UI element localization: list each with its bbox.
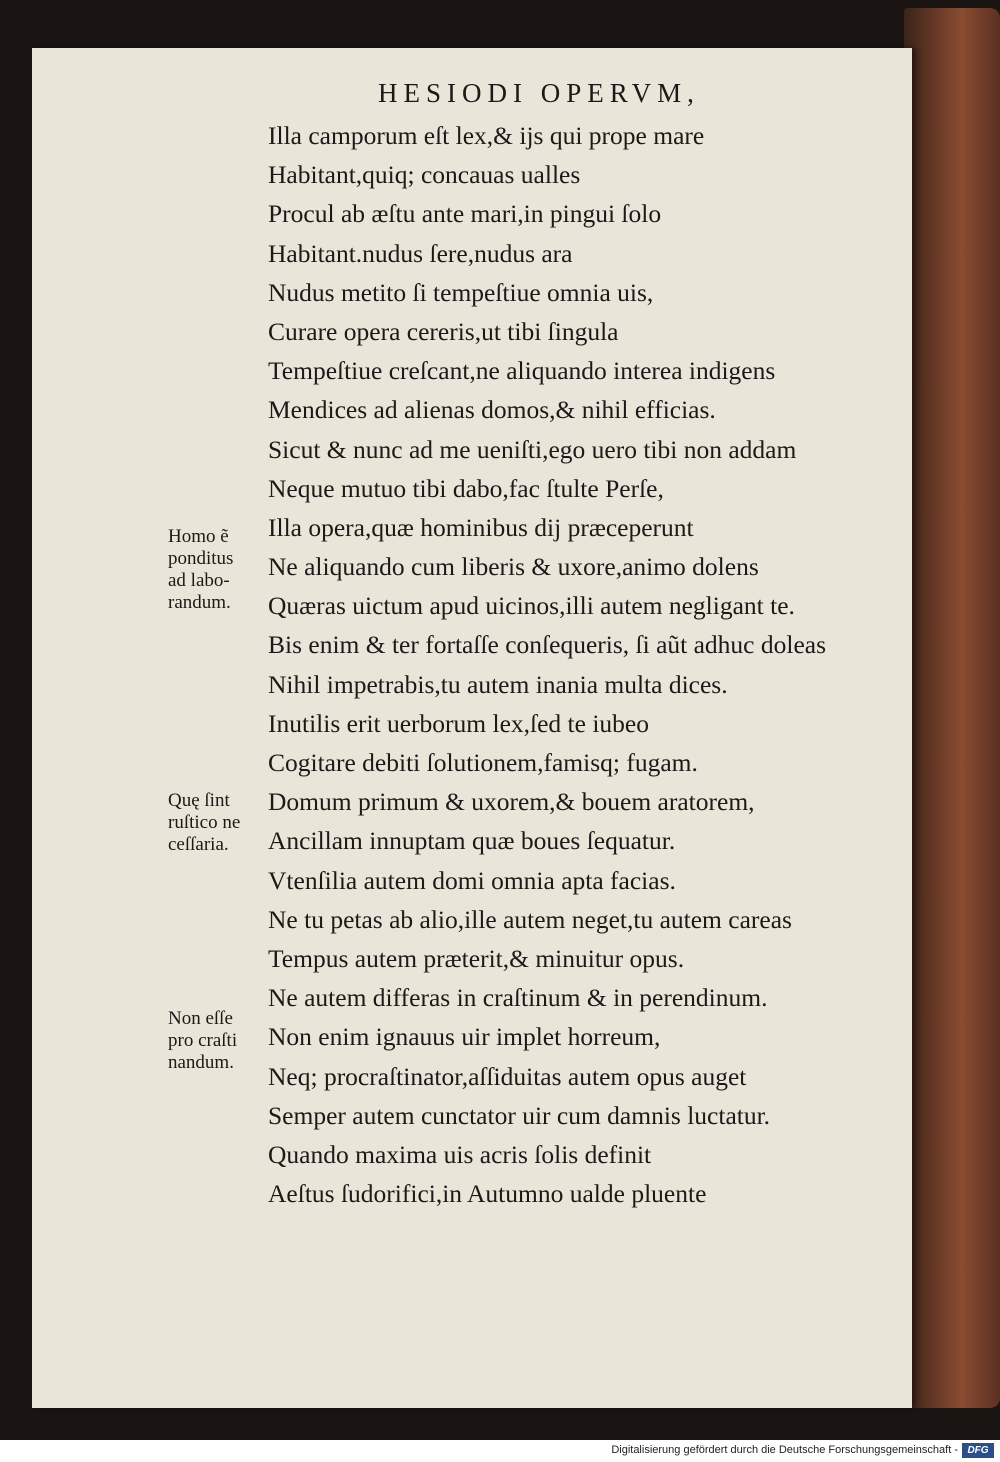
book-cover-edge	[904, 8, 1000, 1408]
book-page	[32, 48, 912, 1408]
verse-lines	[268, 116, 898, 1213]
text-line: Aeſtus ſudorifici,in Autumno ualde pluente	[268, 1179, 707, 1209]
funding-credit: Digitalisierung gefördert durch die Deutsche Forschungsgemeinschaft -	[611, 1444, 958, 1456]
text-line: Ne aliquando cum liberis & uxore,animo dolens	[268, 552, 759, 582]
text-line: Quando maxima uis acris ſolis definit	[268, 1139, 652, 1169]
running-title: HESIODI OPERVM,	[378, 78, 700, 108]
text-line: Habitant.nudus ſere,nudus ara	[268, 238, 573, 268]
marginal-note-labor	[168, 526, 264, 614]
marginal-note-line: Homo ẽ	[168, 526, 229, 547]
marginal-note-line: nandum.	[168, 1052, 234, 1073]
text-line: Neq; procraſtinator,aſſiduitas autem opus auget	[268, 1061, 747, 1091]
marginal-note-procrastination	[168, 1008, 264, 1074]
text-line: Sicut & nunc ad me ueniſti,ego uero tibi non addam	[268, 434, 797, 464]
marginal-note-line: ruſtico ne	[168, 812, 241, 833]
marginal-note-line: ceſſaria.	[168, 834, 229, 855]
text-line: Nudus metito ſi tempeſtiue omnia uis,	[268, 277, 654, 307]
marginal-note-line: randum.	[168, 592, 231, 613]
text-line: Tempus autem præterit,& minuitur opus.	[268, 943, 685, 973]
marginal-note-line: Non eſſe	[168, 1008, 233, 1029]
text-line: Inutilis erit uerborum lex,ſed te iubeo	[268, 708, 649, 738]
text-line: Habitant,quiq; concauas ualles	[268, 160, 581, 190]
text-line: Ne autem differas in craſtinum & in perendinum.	[268, 983, 768, 1013]
marginal-note-line: ad labo-	[168, 570, 230, 591]
text-line: Illa opera,quæ hominibus dij præceperunt	[268, 512, 694, 542]
text-line: Tempeſtiue creſcant,ne aliquando interea indigens	[268, 356, 776, 386]
text-line: Ne tu petas ab alio,ille autem neget,tu autem careas	[268, 904, 792, 934]
text-line: Mendices ad alienas domos,& nihil efficias.	[268, 395, 716, 425]
marginal-note-line: pro craſti	[168, 1030, 238, 1051]
text-line: Cogitare debiti ſolutionem,famisq; fugam.	[268, 748, 698, 777]
text-line: Non enim ignauus uir implet horreum,	[268, 1022, 661, 1052]
marginal-note-line: ponditus	[168, 548, 234, 569]
marginal-note-necessities	[168, 790, 264, 856]
text-line: Bis enim & ter fortaſſe conſequeris, ſi aũt adhuc doleas	[268, 630, 826, 660]
text-line: Nihil impetrabis,tu autem inania multa dices.	[268, 669, 728, 699]
text-line: Semper autem cunctator uir cum damnis luctatur.	[268, 1100, 771, 1130]
marginal-note-line: Quę ſint	[168, 790, 230, 811]
text-line: Quæras uictum apud uicinos,illi autem negligant te.	[268, 591, 795, 621]
text-line: Ancillam innuptam quæ boues ſequatur.	[268, 826, 676, 856]
text-line: Illa camporum eſt lex,& ijs qui prope mare	[268, 121, 705, 150]
dfg-logo[interactable]: DFG	[962, 1443, 994, 1458]
footer-bar	[0, 1440, 1000, 1462]
text-line: Curare opera cereris,ut tibi ſingula	[268, 316, 619, 346]
text-line: Neque mutuo tibi dabo,fac ſtulte Perſe,	[268, 473, 664, 503]
text-line: Domum primum & uxorem,& bouem aratorem,	[268, 787, 755, 817]
text-line: Vtenſilia autem domi omnia apta facias.	[268, 865, 676, 895]
text-line: Procul ab æſtu ante mari,in pingui ſolo	[268, 199, 662, 229]
